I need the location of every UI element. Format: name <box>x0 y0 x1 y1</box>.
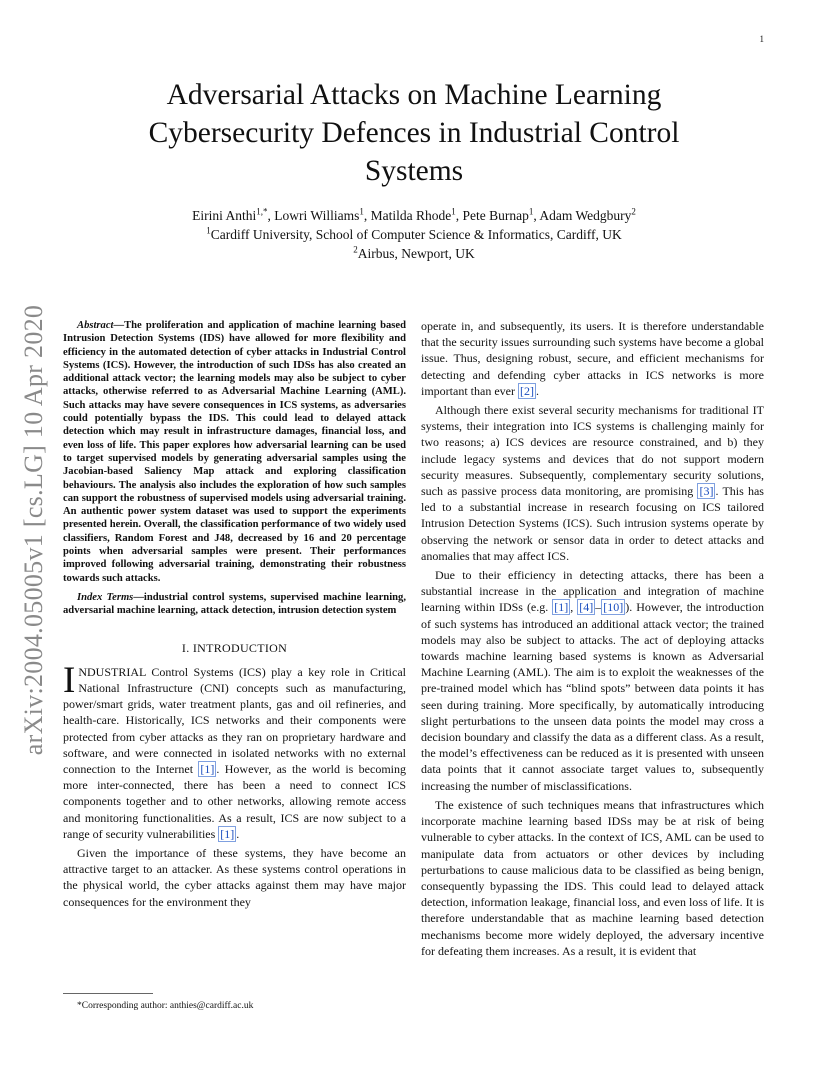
paragraph-text: , <box>570 600 578 615</box>
section-heading-introduction: I. INTRODUCTION <box>181 640 288 655</box>
intro-paragraph-4 <box>421 402 764 564</box>
author-affiliation-mark: 1,* <box>256 206 268 217</box>
footnote-rule <box>63 993 153 994</box>
author-name: Adam Wedgbury <box>539 208 632 223</box>
abstract-lead: Abstract <box>77 320 114 331</box>
paragraph-text: Although there exist several security mechanisms for traditional IT systems, their integration into ICS systems is challenging mainly for two reasons; a) ICS devices are resource constrained, and b) they include legacy systems and devices that do not support modern security measures. Subsequently, complementary security solutions, such as passive process data monitoring, are promising <box>421 403 764 499</box>
author-affiliation-mark: 2 <box>631 206 636 217</box>
affiliation-mark: 1 <box>206 225 211 236</box>
paragraph-text: Due to their efficiency in detecting attacks, there has been a substantial increase in the application and integration of machine learning within IDSs (e.g. <box>421 568 764 615</box>
author-name: Lowri Williams <box>274 208 360 223</box>
citation-link[interactable]: [4] <box>579 600 594 615</box>
abstract-dash: — <box>113 320 125 331</box>
author-affiliation-mark: 1 <box>359 206 364 217</box>
citation-link[interactable]: [10] <box>603 600 624 615</box>
author-list: Eirini Anthi$^{1,*}$, Lowri Williams$^1$, Matilda Rhode$^1$, Pete Burnap$^1$, Adam Wedgbury$^2$ <box>192 206 636 223</box>
paragraph-text: . However, as the world is becoming more inter-connected, there has been a need to connect ICS components together and to other networks, allowing remote access and monitoring functionalities. As a result, ICS are now subject to a range of security vulnerabilities <box>63 761 407 841</box>
affiliation-1 <box>100 225 728 244</box>
affiliation-text: Airbus, Newport, UK <box>357 246 475 261</box>
citation-link[interactable]: [1] <box>200 761 215 776</box>
affiliation-text: Cardiff University, School of Computer Science & Informatics, Cardiff, UK <box>210 227 622 242</box>
affiliation-2 <box>100 244 728 263</box>
intro-paragraph-1 <box>63 659 407 842</box>
index-terms-text: industrial control systems, supervised machine learning, adversarial machine learning, attack detection, intrusion detection system <box>63 591 406 617</box>
paragraph-text: . <box>236 826 240 841</box>
citation-link[interactable]: [1] <box>220 826 235 841</box>
author-affiliation-mark: 1 <box>528 206 534 217</box>
intro-paragraph-3 <box>421 318 764 399</box>
paragraph-text: ). However, the introduction of such systems has introduced an additional attack vector; the trained models may also be subject to attacks. The act of deploying attacks towards machine learning based systems is known as Adversarial Machine Learning (AML). The aim is to exploit the weaknesses of the pre-trained model which has “blind spots” between data points it has seen during training. More specifically, by automatically introducing slight perturbations to the unseen data points the model may cross a decision boundary and classify the data as a different class. As a result, the model’s effectiveness can be reduced as it is presented with unseen data points that it cannot associate target values to, subsequently increasing the number of misclassifications. <box>421 600 764 793</box>
arxiv-identifier-stamp: arXiv:2004.05005v1 [cs.LG] 10 Apr 2020 <box>19 304 48 756</box>
intro-paragraph-2: Given the importance of these systems, they have become an attractive target to an attacker. As these systems control operations in the physical world, the cyber attacks against them may have major consequences for the environment they <box>63 845 406 909</box>
paragraph-text: . This has led to a substantial increase in research focusing on ICS tailored Intrusion Detection Systems (ICS). Such intrusion systems operate by observing the network or sensor data in order to detect attacks and anomalies that may affect ICS. <box>421 484 764 563</box>
corresponding-author-footnote: *Corresponding author: anthies@cardiff.ac.uk <box>77 1001 254 1011</box>
author-name: Pete Burnap <box>462 208 529 223</box>
index-terms <box>63 591 406 618</box>
abstract <box>63 319 406 585</box>
citation-link[interactable]: [1] <box>554 600 569 615</box>
intro-paragraph-6: The existence of such techniques means that infrastructures which incorporate machine learning based IDSs may be at risk of being vulnerable to cyber attacks. In the context of ICS, AML can be used to manipulate data from actuators or other devices by including perturbations to cause malicious data to be classified as being benign, consequently bypassing the IDS. This could lead to delayed attack detection, information leakage, financial loss, and even loss of life. It is therefore understandable that as machine learning based detection mechanisms become more widely deployed, the adversary incentive for defeating them increases. As a result, it is evident that <box>421 797 764 958</box>
intro-paragraph-5 <box>421 567 764 794</box>
affiliation-mark: 2 <box>353 244 358 255</box>
paragraph-text: – <box>595 600 602 615</box>
citation-link[interactable]: [3] <box>699 484 714 499</box>
paper-title: Adversarial Attacks on Machine Learning Cybersecurity Defences in Industrial Control Systems <box>148 79 680 187</box>
right-column <box>421 318 764 962</box>
drop-cap: I <box>63 659 76 701</box>
author-name: Matilda Rhode <box>370 208 452 223</box>
paragraph-text: operate in, and subsequently, its users. It is therefore understandable that the security issues surrounding such systems have become a global issue. Thus, designing robust, secure, and efficient mechanisms for detecting and defending cyber attacks in ICS networks is more important than ever <box>421 319 764 398</box>
page-number: 1 <box>759 34 764 44</box>
abstract-text: The proliferation and application of machine learning based Intrusion Detection Systems (IDS) have allowed for more flexibility and efficiency in the automated detection of cyber attacks in Industrial Control Systems (ICS). However, the introduction of such IDSs has also created an additional attack vector; the learning models may also be subject to cyber attacks, otherwise referred to as Adversarial Machine Learning (AML). Such attacks may have severe consequences in ICS systems, as adversaries could potentially bypass the IDS. This could lead to delayed attack detection which may result in infrastructure damages, financial loss, and even loss of life. This paper explores how adversarial learning can be used to target supervised models by generating adversarial samples using the Jacobian-based Saliency Map attack and exploring classification behaviours. The analysis also includes the exploration of how such samples can support the robustness of supervised models using adversarial training. An authentic power system dataset was used to support the experiments presented herein. Overall, the classification performance of two widely used classifiers, Random Forest and J48, decreased by 16 and 20 percentage points when adversarial samples were present. Their performances improved following adversarial training, demonstrating their robustness towards such attacks. <box>63 320 406 584</box>
author-name: Eirini Anthi <box>192 208 257 223</box>
author-affiliation-mark: 1 <box>451 206 456 217</box>
index-terms-lead: Index Terms <box>77 591 134 603</box>
left-column <box>63 319 406 913</box>
citation-link[interactable]: [2] <box>519 383 534 398</box>
paragraph-text: NDUSTRIAL Control Systems (ICS) play a key role in Critical National Infrastructure (CNI) concepts such as manufacturing, power/smart grids, water treatment plants, gas and oil refineries, and health-care. Historically, ICS networks and their components were protected from cyber attacks as they ran on proprietary hardware and software, and were connected in isolated networks with no external connection to the Internet <box>63 664 406 776</box>
index-terms-dash: — <box>133 591 144 603</box>
author-block <box>100 206 728 263</box>
paragraph-text: . <box>535 383 539 398</box>
